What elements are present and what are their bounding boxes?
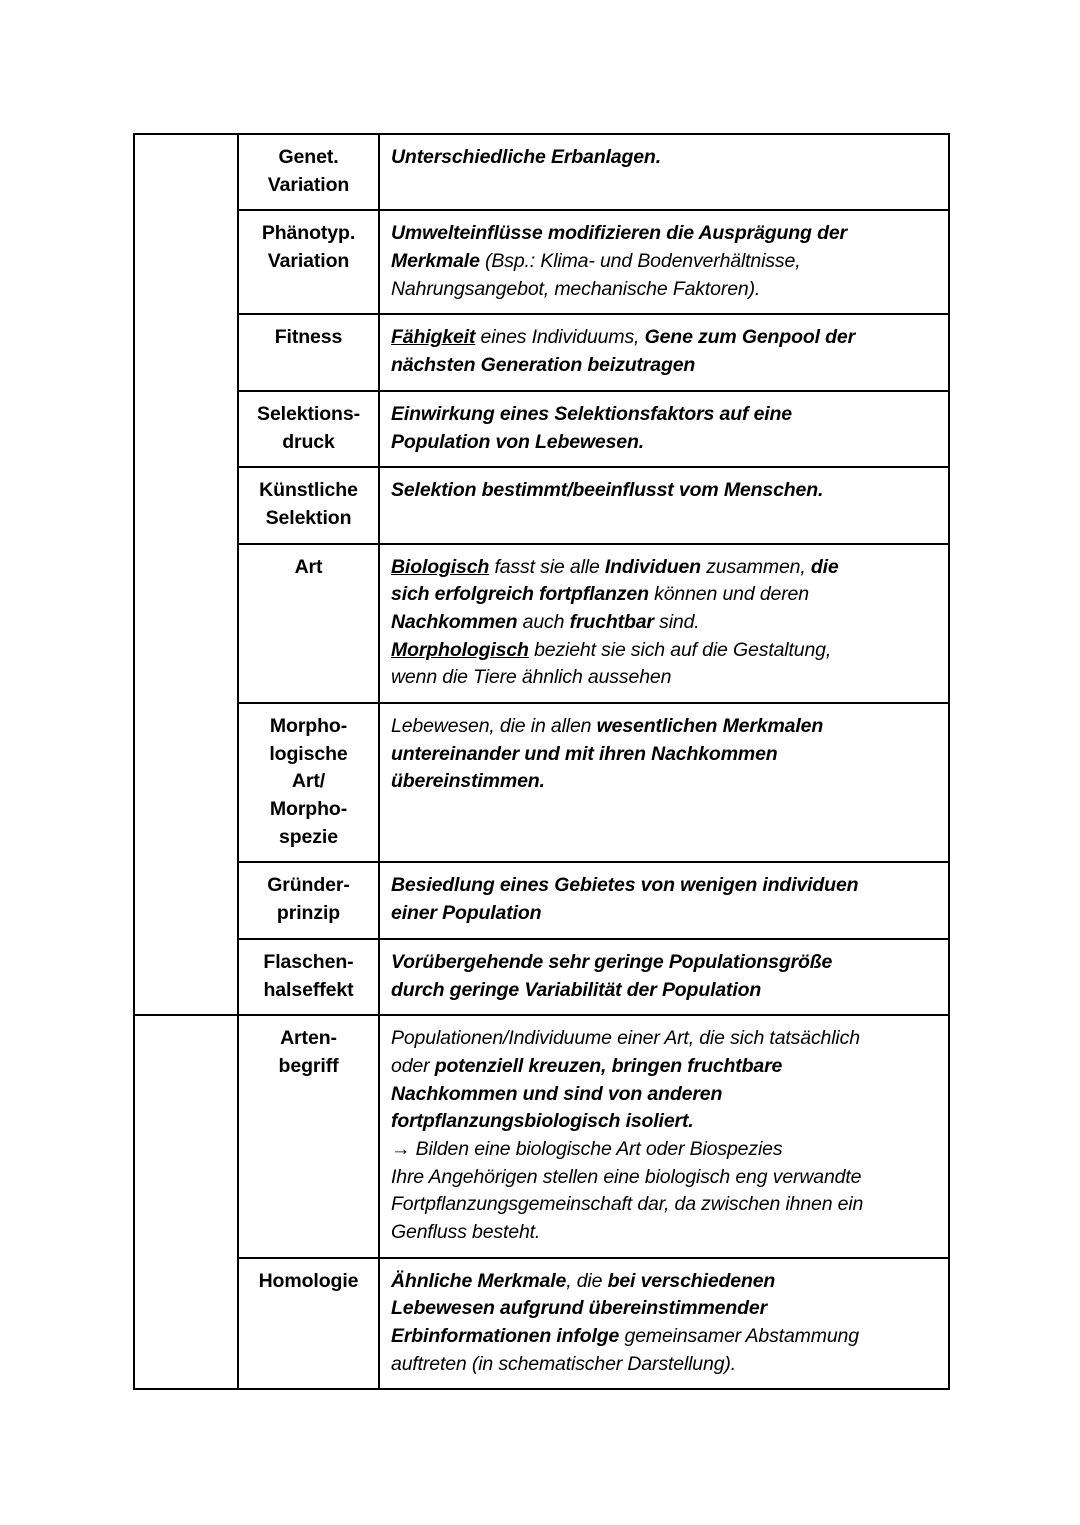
definition-line: übereinstimmen. — [391, 770, 545, 793]
definition-cell-genet-variation — [379, 134, 949, 210]
term-line: Art — [294, 555, 323, 578]
section-spacer-cell-1 — [134, 1015, 238, 1389]
definition-cell-homologie — [379, 1258, 949, 1390]
definition-line: Lebewesen, die in allen wesentlichen Merkmalen — [391, 715, 824, 737]
term-cell-fitness — [238, 314, 379, 390]
term-cell-artenbegriff — [238, 1015, 379, 1258]
definition-line: oder potenziell kreuzen, bringen fruchtbare — [391, 1054, 783, 1077]
term-line: Künstliche — [259, 479, 358, 502]
term-line: logische — [269, 742, 348, 765]
term-line: druck — [282, 430, 335, 453]
table-row — [134, 544, 949, 703]
definition-line: Nachkommen auch fruchtbar sind. — [391, 610, 700, 633]
definition-line: Selektion bestimmt/beeinflusst vom Menschen. — [391, 479, 824, 502]
definition-cell-selektionsdruck — [379, 391, 949, 467]
term-line: Variation — [267, 250, 350, 273]
section-spacer-cell-0 — [134, 134, 238, 1015]
definition-cell-phaenotyp-variation — [379, 210, 949, 314]
term-line: Variation — [267, 173, 350, 196]
term-line: prinzip — [276, 902, 341, 925]
term-line: Morpho- — [269, 715, 348, 737]
definition-line: Fortpflanzungsgemeinschaft dar, da zwischen ihnen ein — [391, 1193, 864, 1216]
definition-line: → Bilden eine biologische Art oder Biospezies — [391, 1137, 783, 1160]
definition-line: Nachkommen und sind von anderen — [391, 1082, 723, 1105]
term-cell-homologie — [238, 1258, 379, 1390]
table-row — [134, 1015, 949, 1258]
table-row — [134, 391, 949, 467]
definition-line: Nahrungsangebot, mechanische Faktoren). — [391, 277, 761, 300]
table-row — [134, 467, 949, 543]
definition-line: Lebewesen aufgrund übereinstimmender — [391, 1297, 768, 1320]
term-line: Homologie — [258, 1269, 359, 1292]
term-cell-selektionsdruck — [238, 391, 379, 467]
term-cell-genet-variation — [238, 134, 379, 210]
definition-line: einer Population — [391, 902, 542, 925]
term-line: Arten- — [280, 1027, 337, 1050]
term-line: begriff — [278, 1054, 339, 1077]
term-cell-kuenstliche-selektion — [238, 467, 379, 543]
term-line: Phänotyp. — [261, 222, 356, 245]
definition-line: Erbinformationen infolge gemeinsamer Abstammung — [391, 1325, 859, 1348]
arrow-right-icon: → — [391, 1137, 411, 1160]
definition-line: Ähnliche Merkmale, die bei verschiedenen — [391, 1269, 776, 1292]
term-line: Genet. — [278, 146, 339, 168]
term-line: Fitness — [274, 326, 343, 349]
definition-line: Besiedlung eines Gebietes von wenigen individuen — [391, 874, 859, 897]
table-row — [134, 703, 949, 862]
term-line: Art/ — [291, 770, 326, 793]
definition-line: Morphologisch bezieht sie sich auf die Gestaltung, — [391, 638, 832, 661]
term-cell-flaschenhalseffekt — [238, 939, 379, 1015]
definition-line: fortpflanzungsbiologisch isoliert. — [391, 1110, 694, 1133]
definition-line: Umwelteinflüsse modifizieren die Ausprägung der — [391, 222, 847, 245]
term-line: halseffekt — [263, 978, 354, 1001]
term-cell-gruenderprinzip — [238, 862, 379, 938]
definition-line: Unterschiedliche Erbanlagen. — [391, 146, 661, 168]
term-line: Selektions- — [257, 402, 360, 425]
definition-cell-fitness — [379, 314, 949, 390]
term-line: spezie — [278, 825, 338, 848]
definition-cell-gruenderprinzip — [379, 862, 949, 938]
definition-line: untereinander und mit ihren Nachkommen — [391, 742, 778, 765]
term-cell-art — [238, 544, 379, 703]
table-row — [134, 210, 949, 314]
definition-line: Population von Lebewesen. — [391, 430, 645, 453]
term-line: Flaschen- — [263, 950, 354, 973]
definition-line: Vorübergehende sehr geringe Populationsgröße — [391, 950, 833, 973]
table-row — [134, 314, 949, 390]
table-row — [134, 1258, 949, 1390]
term-cell-phaenotyp-variation — [238, 210, 379, 314]
definition-line: Populationen/Individuume einer Art, die sich tatsächlich — [391, 1027, 860, 1050]
table-row — [134, 939, 949, 1015]
definition-cell-art — [379, 544, 949, 703]
definition-line: auftreten (in schematischer Darstellung). — [391, 1352, 737, 1375]
definition-cell-flaschenhalseffekt — [379, 939, 949, 1015]
table-row — [134, 862, 949, 938]
definition-cell-morphologische-art — [379, 703, 949, 862]
definition-line: Fähigkeit eines Individuums, Gene zum Genpool der — [391, 326, 856, 349]
definition-line: nächsten Generation beizutragen — [391, 354, 696, 377]
term-cell-morphologische-art — [238, 703, 379, 862]
definition-line: wenn die Tiere ähnlich aussehen — [391, 666, 672, 689]
definition-cell-artenbegriff — [379, 1015, 949, 1258]
definition-cell-kuenstliche-selektion — [379, 467, 949, 543]
glossary-table — [133, 133, 950, 1390]
definition-line: durch geringe Variabilität der Population — [391, 978, 762, 1001]
definition-line: Ihre Angehörigen stellen eine biologisch eng verwandte — [391, 1165, 862, 1188]
definition-line: Biologisch fasst sie alle Individuen zusammen, die — [391, 555, 839, 578]
definition-line: Merkmale (Bsp.: Klima- und Bodenverhältnisse, — [391, 250, 801, 273]
table-row — [134, 134, 949, 210]
definition-line: sich erfolgreich fortpflanzen können und deren — [391, 583, 809, 606]
definition-line: Einwirkung eines Selektionsfaktors auf eine — [391, 402, 793, 425]
definition-line: Genfluss besteht. — [391, 1221, 541, 1243]
term-line: Morpho- — [269, 798, 348, 821]
term-line: Selektion — [265, 506, 352, 529]
term-line: Gründer- — [267, 874, 350, 897]
